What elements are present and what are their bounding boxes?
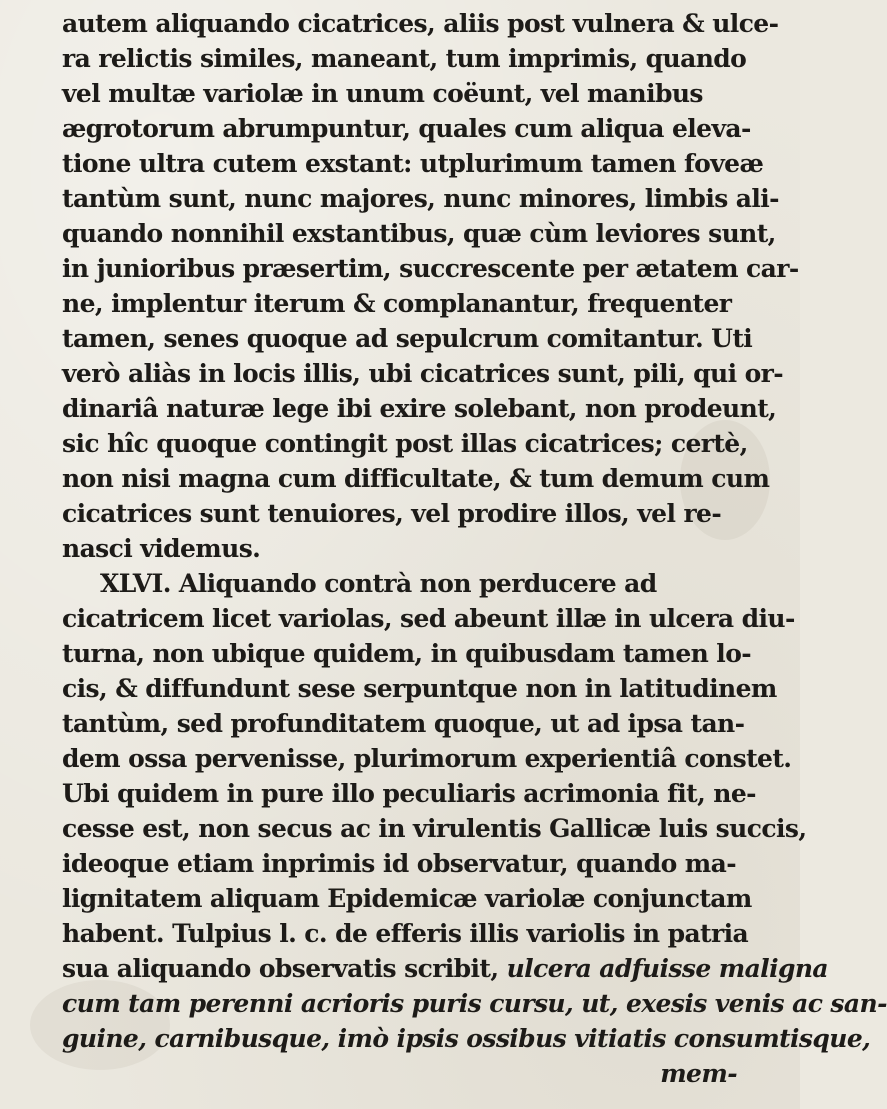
text-line: ra relictis similes, maneant, tum imprimis, quando — [62, 44, 747, 73]
text-line: cesse est, non secus ac in virulentis Gallicæ luis succis, — [62, 814, 807, 843]
text-line: ideoque etiam inprimis id observatur, quando ma- — [62, 849, 736, 878]
text-line: habent. Tulpius l. c. de efferis illis variolis in patria — [62, 919, 749, 948]
text-line: ægrotorum abrumpuntur, quales cum aliqua eleva- — [62, 114, 751, 143]
page-text — [62, 6, 887, 1091]
text-line: lignitatem aliquam Epidemicæ variolæ conjunctam — [62, 884, 752, 913]
text-line: tione ultra cutem exstant: utplurimum tamen foveæ — [62, 149, 764, 178]
text-line: in junioribus præsertim, succrescente per ætatem car- — [62, 254, 799, 283]
text-line: nasci videmus. — [62, 534, 261, 563]
italic-quote-line: cum tam perenni acrioris puris cursu, ut, exesis venis ac san- — [62, 989, 887, 1018]
text-line: cicatrices sunt tenuiores, vel prodire illos, vel re- — [62, 499, 722, 528]
text-line: dinariâ naturæ lege ibi exire solebant, non prodeunt, — [62, 394, 777, 423]
text-line: turna, non ubique quidem, in quibusdam tamen lo- — [62, 639, 752, 668]
text-line: quando nonnihil exstantibus, quæ cùm leviores sunt, — [62, 219, 776, 248]
italic-quote: ulcera adfuisse maligna — [506, 954, 829, 983]
catchword: mem- — [660, 1059, 737, 1088]
text-line: tantùm, sed profunditatem quoque, ut ad ipsa tan- — [62, 709, 745, 738]
text-line: cis, & diffundunt sese serpuntque non in latitudinem — [62, 674, 777, 703]
text-line: verò aliàs in locis illis, ubi cicatrices sunt, pili, qui or- — [62, 359, 784, 388]
text-line: non nisi magna cum difficultate, & tum demum cum — [62, 464, 770, 493]
text-line: tamen, senes quoque ad sepulcrum comitantur. Uti — [62, 324, 753, 353]
text-line: ne, implentur iterum & complanantur, frequenter — [62, 289, 732, 318]
text-line: tantùm sunt, nunc majores, nunc minores, limbis ali- — [62, 184, 779, 213]
italic-quote-line: guine, carnibusque, imò ipsis ossibus vitiatis consumtisque, — [62, 1024, 871, 1053]
text-line-mixed — [62, 951, 829, 986]
text-line: Ubi quidem in pure illo peculiaris acrimonia fit, ne- — [62, 779, 756, 808]
section-heading-line: XLVI. Aliquando contrà non perducere ad — [100, 569, 657, 598]
text-line: autem aliquando cicatrices, aliis post vulnera & ulce- — [62, 9, 779, 38]
text-line: sic hîc quoque contingit post illas cicatrices; certè, — [62, 429, 748, 458]
text-line: vel multæ variolæ in unum coëunt, vel manibus — [62, 79, 703, 108]
text-line: cicatricem licet variolas, sed abeunt illæ in ulcera diu- — [62, 604, 795, 633]
text-line: dem ossa pervenisse, plurimorum experientiâ constet. — [62, 744, 792, 773]
roman-text: sua aliquando observatis scribit, — [62, 954, 507, 983]
